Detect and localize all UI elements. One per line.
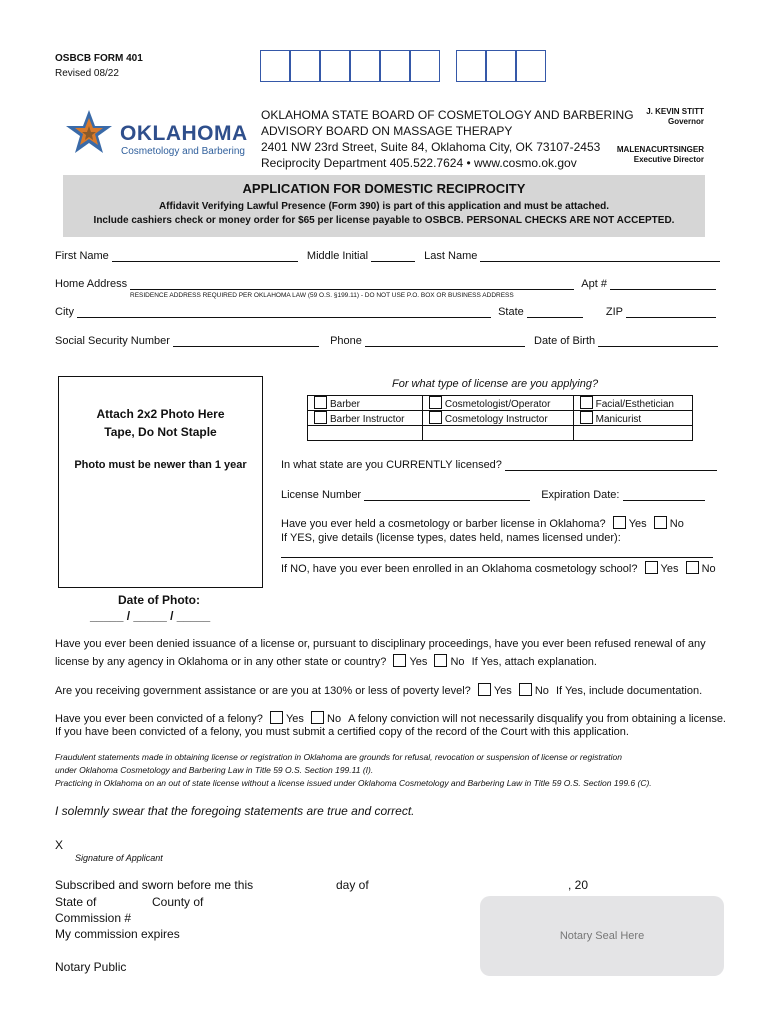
id-box[interactable] (456, 50, 486, 82)
state-of-label: State of (55, 895, 97, 909)
oath-statement: I solemnly swear that the foregoing statements are true and correct. (55, 804, 415, 818)
checkbox-icon (580, 396, 593, 409)
license-option-manicurist[interactable]: Manicurist (573, 411, 692, 426)
license-option-cosmetology-instructor[interactable]: Cosmetology Instructor (422, 411, 573, 426)
oklahoma-star-logo-icon (63, 108, 115, 160)
license-number-row (281, 489, 705, 501)
first-name-label: First Name (55, 250, 109, 262)
license-option-barber-instructor[interactable]: Barber Instructor (308, 411, 423, 426)
photo-age-label: Photo must be newer than 1 year (74, 459, 247, 471)
agency-line-1: OKLAHOMA STATE BOARD OF COSMETOLOGY AND BARBERING (261, 108, 634, 122)
id-box[interactable] (320, 50, 350, 82)
subscribed-label: Subscribed and sworn before me this (55, 878, 254, 892)
fine-print-2: under Oklahoma Cosmetology and Barbering Law in Title 59 O.S. Section 199.11 (I). (55, 765, 374, 775)
if-yes-label: If YES, give details (license types, dates held, names licensed under): (281, 532, 621, 544)
id-box[interactable] (260, 50, 290, 82)
form-number: OSBCB FORM 401 (55, 53, 143, 64)
photo-box[interactable] (58, 376, 263, 588)
current-state-field[interactable] (505, 459, 717, 471)
ssn-row (55, 335, 718, 347)
id-box[interactable] (380, 50, 410, 82)
license-number-field[interactable] (364, 489, 530, 501)
application-banner (63, 175, 705, 237)
assist-no-checkbox[interactable] (519, 683, 532, 696)
no-label: No (534, 685, 549, 697)
zip-label: ZIP (605, 306, 623, 318)
apt-label: Apt # (581, 278, 607, 290)
denied-yes-checkbox[interactable] (393, 654, 406, 667)
signature-label: Signature of Applicant (75, 853, 163, 863)
banner-line-2: Include cashiers check or money order for $65 per license payable to OSBCB. PERSONAL CHECKS ARE NOT ACCEPTED. (93, 215, 675, 226)
felony-note: A felony conviction will not necessarily disqualify you from obtaining a license. (348, 713, 726, 725)
felony-no-checkbox[interactable] (311, 711, 324, 724)
signature-field[interactable] (66, 850, 306, 851)
middle-initial-field[interactable] (371, 250, 415, 262)
if-yes-details-field[interactable] (281, 557, 713, 558)
if-no-row (281, 561, 716, 575)
form-revised: Revised 08/22 (55, 68, 119, 79)
license-empty-cell (422, 426, 573, 441)
no-label: No (701, 563, 716, 575)
checkbox-icon (429, 396, 442, 409)
current-state-label: In what state are you CURRENTLY licensed? (281, 459, 502, 471)
checkbox-icon (314, 396, 327, 409)
agency-line-2: ADVISORY BOARD ON MASSAGE THERAPY (261, 124, 513, 138)
checkbox-icon (314, 411, 327, 424)
phone-label: Phone (330, 335, 362, 347)
license-option-facial[interactable]: Facial/Esthetician (573, 396, 692, 411)
assist-yes-checkbox[interactable] (478, 683, 491, 696)
felony-question: Have you ever been convicted of a felony? (55, 713, 263, 725)
id-box[interactable] (410, 50, 440, 82)
notary-public-label: Notary Public (55, 960, 127, 974)
middle-initial-label: Middle Initial (306, 250, 369, 262)
home-address-field[interactable] (130, 278, 574, 290)
day-of-label: day of (336, 878, 369, 892)
agency-block (261, 107, 634, 171)
address-row (55, 278, 716, 290)
held-ok-no-checkbox[interactable] (654, 516, 667, 529)
address-note: RESIDENCE ADDRESS REQUIRED PER OKLAHOMA LAW (59 O.S. §199.11) - DO NOT USE P.O. BOX OR BUSINESS ADDRESS (130, 292, 514, 299)
license-type-table (307, 395, 693, 441)
city-label: City (55, 306, 74, 318)
signature-mark: X (55, 838, 64, 852)
agency-line-4: Reciprocity Department 405.522.7624 • www.cosmo.ok.gov (261, 156, 577, 170)
name-row (55, 250, 720, 262)
no-label: No (669, 518, 684, 530)
director-name: MALENACURTSINGER (616, 145, 704, 154)
first-name-field[interactable] (112, 250, 298, 262)
assist-note: If Yes, include documentation. (555, 685, 703, 697)
yes-label: Yes (409, 656, 428, 668)
governor-title: Governor (667, 117, 704, 126)
photo-attach-label: Attach 2x2 Photo Here (96, 407, 225, 421)
felony-row (55, 711, 726, 725)
banner-line-1: Affidavit Verifying Lawful Presence (Form 390) is part of this application and must be attached. (158, 201, 610, 212)
denied-line-2: license by any agency in Oklahoma or in any other state or country? (55, 656, 387, 668)
apt-field[interactable] (610, 278, 716, 290)
officials-block (617, 107, 704, 165)
ssn-label: Social Security Number (55, 335, 170, 347)
commission-label: Commission # (55, 911, 132, 925)
school-yes-checkbox[interactable] (645, 561, 658, 574)
city-field[interactable] (77, 306, 491, 318)
governor-name: J. KEVIN STITT (646, 107, 704, 116)
city-row (55, 306, 716, 318)
id-box[interactable] (516, 50, 546, 82)
held-ok-row (281, 516, 684, 530)
last-name-label: Last Name (424, 250, 478, 262)
phone-field[interactable] (365, 335, 525, 347)
license-option-barber[interactable]: Barber (308, 396, 423, 411)
id-box[interactable] (290, 50, 320, 82)
id-box[interactable] (350, 50, 380, 82)
license-empty-cell (573, 426, 692, 441)
denied-note: If Yes, attach explanation. (471, 656, 597, 668)
photo-tape-label: Tape, Do Not Staple (104, 425, 217, 439)
agency-line-3: 2401 NW 23rd Street, Suite 84, Oklahoma City, OK 73107-2453 (261, 140, 601, 154)
notary-seal-area[interactable] (480, 896, 724, 976)
application-title: APPLICATION FOR DOMESTIC RECIPROCITY (242, 181, 526, 196)
checkbox-icon (429, 411, 442, 424)
if-no-question: If NO, have you ever been enrolled in an Oklahoma cosmetology school? (281, 563, 638, 575)
held-ok-question: Have you ever held a cosmetology or barber license in Oklahoma? (281, 518, 606, 530)
checkbox-icon (580, 411, 593, 424)
state-label: State (498, 306, 524, 318)
commission-expires-label: My commission expires (55, 927, 180, 941)
year-label: , 20 (568, 878, 589, 892)
photo-date-label: Date of Photo: (118, 593, 200, 607)
county-of-label: County of (152, 895, 204, 909)
home-address-label: Home Address (55, 278, 128, 290)
felony-yes-checkbox[interactable] (270, 711, 283, 724)
felony-instruction: If you have been convicted of a felony, you must submit a certified copy of the record of the Court with this application. (55, 726, 629, 738)
fine-print-1: Fraudulent statements made in obtaining license or registration in Oklahoma are grounds for refusal, revocation or suspension of license or registration (55, 752, 622, 762)
yes-label: Yes (660, 563, 679, 575)
current-state-row (281, 459, 717, 471)
state-field[interactable] (527, 306, 583, 318)
id-box[interactable] (486, 50, 516, 82)
school-no-checkbox[interactable] (686, 561, 699, 574)
notary-seal-label: Notary Seal Here (559, 930, 645, 942)
ssn-field[interactable] (173, 335, 319, 347)
dob-field[interactable] (598, 335, 718, 347)
yes-label: Yes (628, 518, 647, 530)
last-name-field[interactable] (480, 250, 720, 262)
denied-line-1: Have you ever been denied issuance of a license or, pursuant to disciplinary proceedings, have you ever been refused renewal of any (55, 638, 706, 650)
license-empty-cell (308, 426, 423, 441)
assist-row (55, 683, 702, 697)
denied-row (55, 654, 597, 668)
director-title: Executive Director (633, 155, 704, 164)
no-label: No (327, 713, 342, 725)
dob-label: Date of Birth (534, 335, 596, 347)
assist-question: Are you receiving government assistance or are you at 130% or less of poverty level? (55, 685, 471, 697)
no-label: No (450, 656, 465, 668)
logo-name: OKLAHOMA (120, 122, 248, 145)
yes-label: Yes (285, 713, 304, 725)
held-ok-yes-checkbox[interactable] (613, 516, 626, 529)
yes-label: Yes (493, 685, 512, 697)
license-question: For what type of license are you applying? (392, 378, 599, 390)
zip-field[interactable] (626, 306, 716, 318)
expiration-field[interactable] (623, 489, 705, 501)
license-option-cosmetologist[interactable]: Cosmetologist/Operator (422, 396, 573, 411)
expiration-label: Expiration Date: (541, 489, 620, 501)
denied-no-checkbox[interactable] (434, 654, 447, 667)
photo-date-field[interactable]: _____ / _____ / _____ (90, 609, 211, 623)
logo-subtitle: Cosmetology and Barbering (121, 146, 245, 157)
fine-print-3: Practicing in Oklahoma on an out of state license without a license issued under Oklahoma Cosmetology and Barbering Law in Title 59 O.S. Section 199.6 (C). (55, 778, 652, 788)
license-number-label: License Number (281, 489, 362, 501)
